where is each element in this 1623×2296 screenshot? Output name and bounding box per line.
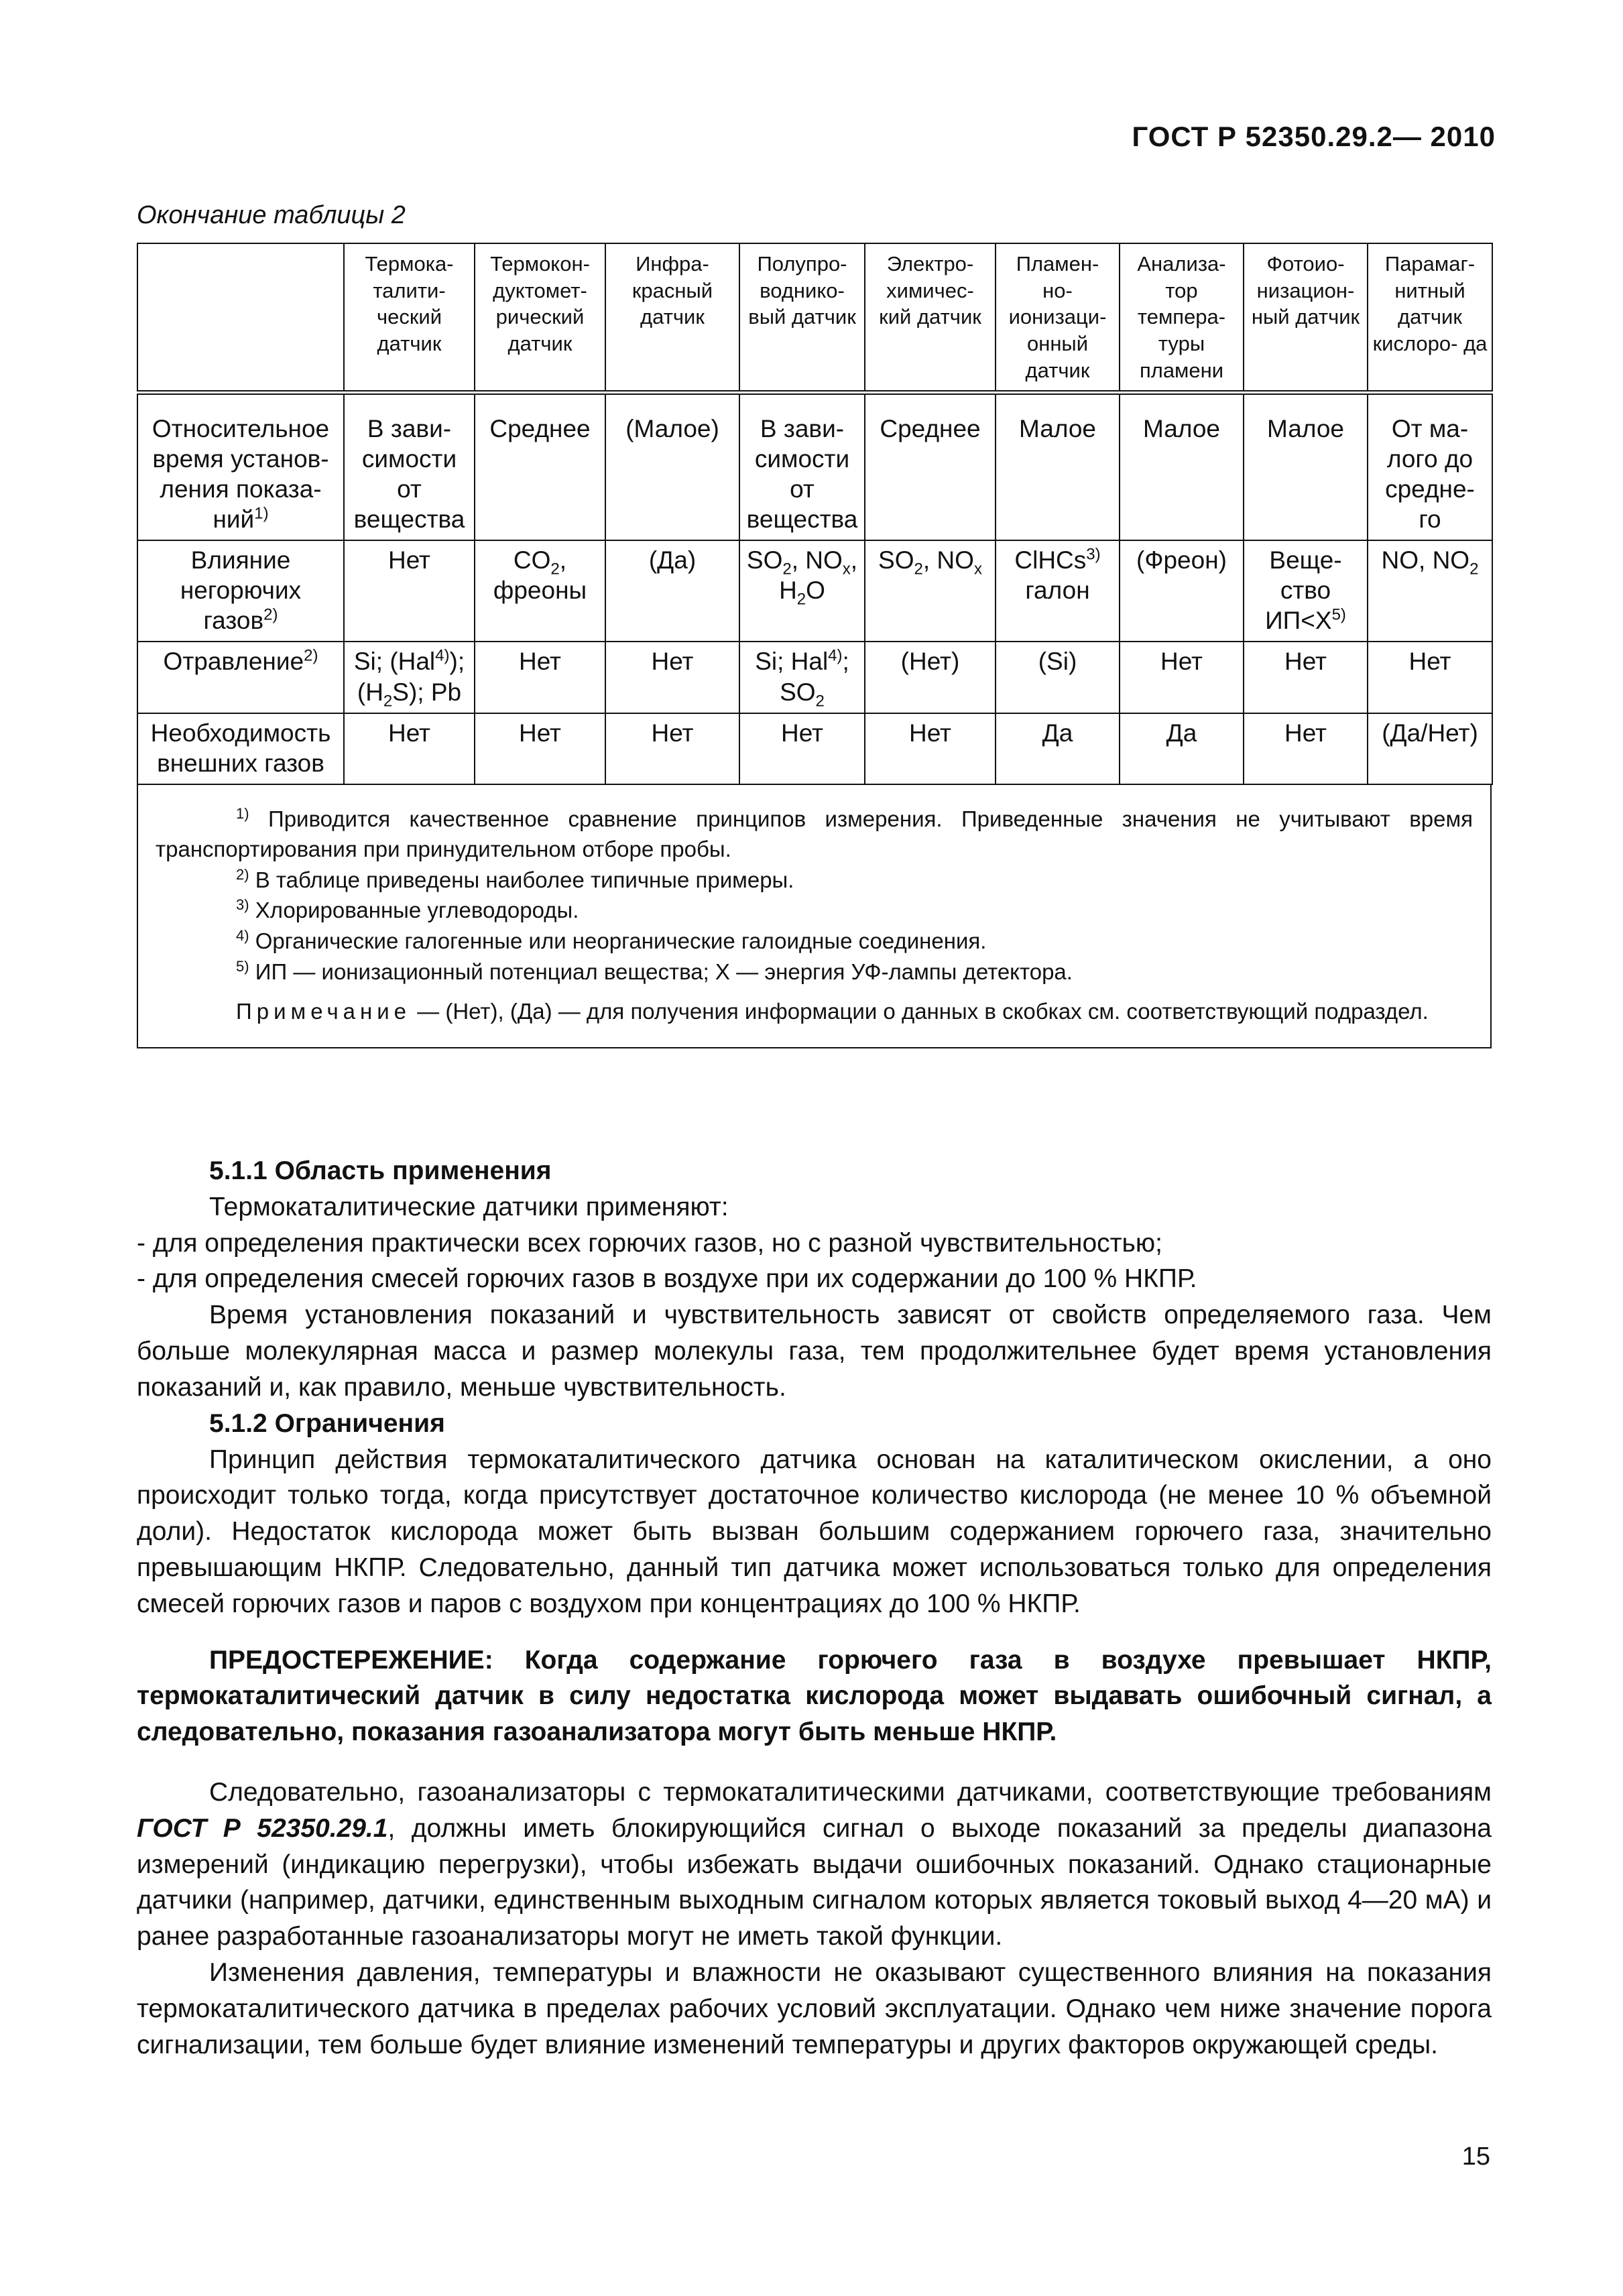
column-header: Анализа- тор темпера- туры пламени: [1120, 243, 1244, 392]
table-cell: Нет: [865, 713, 996, 784]
column-header: Термокон- дуктомет- рический датчик: [475, 243, 605, 392]
header-empty-cell: [137, 243, 344, 392]
paragraph: Время установления показаний и чувствительность зависят от свойств определяемого газа. Чем больше молекулярная масса и размер молекулы газа, тем продолжительнее будет время установления показаний и, как правило, меньше чувствительность.: [137, 1301, 1492, 1402]
column-header: Пламен- но- ионизаци- онный датчик: [996, 243, 1120, 392]
section-heading: 5.1.2 Ограничения: [209, 1408, 445, 1438]
section-heading: 5.1.1 Область применения: [209, 1156, 552, 1185]
column-header: Термока- талити- ческий датчик: [344, 243, 475, 392]
table-cell: В зави- симости от вещества: [739, 392, 865, 540]
table-cell: (Si): [996, 642, 1120, 713]
table-cell: Нет: [1368, 642, 1492, 713]
table-caption: Окончание таблицы 2: [137, 201, 406, 229]
table-cell: Si; (Hal$^{4)}$); $(H_2S)$; Pb: [344, 642, 475, 713]
table-cell: Веще- ство $ИП<X^{5)}$: [1244, 540, 1368, 642]
table-cell: (Да): [605, 540, 739, 642]
table-footnotes: [137, 785, 1492, 1048]
table-cell: Да: [1120, 713, 1244, 784]
table-cell: ClHCs$^{3)}$ галон: [996, 540, 1120, 642]
table-cell: NO, $NO_2$: [1368, 540, 1492, 642]
table-row: [137, 392, 1492, 540]
list-item: - для определения практически всех горючих газов, но с разной чувствительностью;: [137, 1228, 1162, 1258]
list-item: - для определения смесей горючих газов в воздухе при их содержании до 100 % НКПР.: [137, 1264, 1197, 1294]
table-cell: $SO_2$, $NO_x$: [865, 540, 996, 642]
table-cell: Нет: [475, 642, 605, 713]
table-cell: Нет: [739, 713, 865, 784]
table-cell: Малое: [1244, 392, 1368, 540]
column-header: Фотоио- низацион- ный датчик: [1244, 243, 1368, 392]
table-cell: (Фреон): [1120, 540, 1244, 642]
row-label: Отравление$^{2)}$: [137, 642, 344, 713]
table-header-row: [137, 243, 1492, 392]
table-cell: Среднее: [865, 392, 996, 540]
table-cell: Малое: [1120, 392, 1244, 540]
table-cell: Нет: [605, 713, 739, 784]
table-cell: Нет: [1244, 642, 1368, 713]
table-row: [137, 642, 1492, 713]
table-cell: В зави- симости от вещества: [344, 392, 475, 540]
table-cell: (Нет): [865, 642, 996, 713]
column-header: Инфра- красный датчик: [605, 243, 739, 392]
table-cell: Нет: [475, 713, 605, 784]
footnote: $^{5)}$ ИП — ионизационный потенциал вещества; X — энергия УФ-лампы детектора.: [236, 957, 1073, 984]
table-row: [137, 713, 1492, 784]
paragraph: Принцип действия термокаталитического датчика основан на каталитическом окислении, а оно происходит только тогда, когда присутствует достаточное количество кислорода (не менее 10 % объемной доли). Недостаток кислорода может быть вызван большим содержанием горючего газа, значительно превышающим НКПР. Следовательно, данный тип датчика может использоваться только для определения смесей горючих газов и паров с воздухом при концентрациях до 100 % НКПР.: [137, 1445, 1492, 1618]
table-cell: $SO_2$, $NO_x$, $H_2O$: [739, 540, 865, 642]
row-label: Необходимость внешних газов: [137, 713, 344, 784]
table-cell: Нет: [1244, 713, 1368, 784]
document-header: ГОСТ Р 52350.29.2— 2010: [1132, 121, 1496, 152]
table-cell: Нет: [344, 713, 475, 784]
table-cell: Нет: [344, 540, 475, 642]
footnote: $^{4)}$ Органические галогенные или неорганические галоидные соединения.: [236, 927, 987, 953]
warning-paragraph: ПРЕДОСТЕРЕЖЕНИЕ: Когда содержание горючего газа в воздухе превышает НКПР, термокаталитический датчик в силу недостатка кислорода может выдавать ошибочный сигнал, а следовательно, показания газоанализатора могут быть меньше НКПР.: [137, 1645, 1492, 1747]
comparison-table: [137, 243, 1492, 1048]
row-label: Влияние негорючих газов$^{2)}$: [137, 540, 344, 642]
table-cell: (Да/Нет): [1368, 713, 1492, 784]
table-cell: Да: [996, 713, 1120, 784]
body-text: [137, 1153, 1492, 2063]
standard-reference: ГОСТ Р 52350.29.1: [137, 1813, 388, 1843]
paragraph: Термокаталитические датчики применяют:: [209, 1192, 729, 1221]
footnote: $^{3)}$ Хлорированные углеводороды.: [236, 896, 579, 923]
table-cell: Малое: [996, 392, 1120, 540]
footnote: $^{1)}$ Приводится качественное сравнение принципов измерения. Приведенные значения не учитывают время транспортирования при принудительном отборе пробы.: [156, 804, 1474, 862]
row-label: Относительное время установ- ления показа- ний$^{1)}$: [137, 392, 344, 540]
column-header: Полупро- воднико- вый датчик: [739, 243, 865, 392]
table-cell: Нет: [1120, 642, 1244, 713]
table-cell: Si; Hal$^{4)}$; $SO_2$: [739, 642, 865, 713]
table-cell: Нет: [605, 642, 739, 713]
table-cell: (Малое): [605, 392, 739, 540]
footnote: $^{2)}$ В таблице приведены наиболее типичные примеры.: [236, 865, 794, 892]
paragraph: Следовательно, газоанализаторы с термокаталитическими датчиками, соответствующие требованиям ГОСТ Р 52350.29.1, должны иметь блокирующийся сигнал о выходе показаний за пределы диапазона измерений (индикацию перегрузки), чтобы избежать выдачи ошибочных показаний. Однако стационарные датчики (например, датчики, единственным выходным сигналом которых является токовый выход 4—20 мА) и ранее разработанные газоанализаторы могут не иметь такой функции.: [137, 1778, 1492, 1951]
paragraph: Изменения давления, температуры и влажности не оказывают существенного влияния на показания термокаталитического датчика в пределах рабочих условий эксплуатации. Однако чем ниже значение порога сигнализации, тем больше будет влияние изменений температуры и других факторов окружающей среды.: [137, 1958, 1492, 2059]
table-cell: Среднее: [475, 392, 605, 540]
table-row: [137, 540, 1492, 642]
page-number: 15: [1461, 2142, 1490, 2171]
column-header: Парамаг- нитный датчик кислоро- да: [1368, 243, 1492, 392]
table-note: Примечание — (Нет), (Да) — для получения информации о данных в скобках см. соответствующий подраздел.: [236, 999, 1429, 1024]
column-header: Электро- химичес- кий датчик: [865, 243, 996, 392]
table-cell: $CO_2$, фреоны: [475, 540, 605, 642]
table-cell: От ма- лого до средне- го: [1368, 392, 1492, 540]
